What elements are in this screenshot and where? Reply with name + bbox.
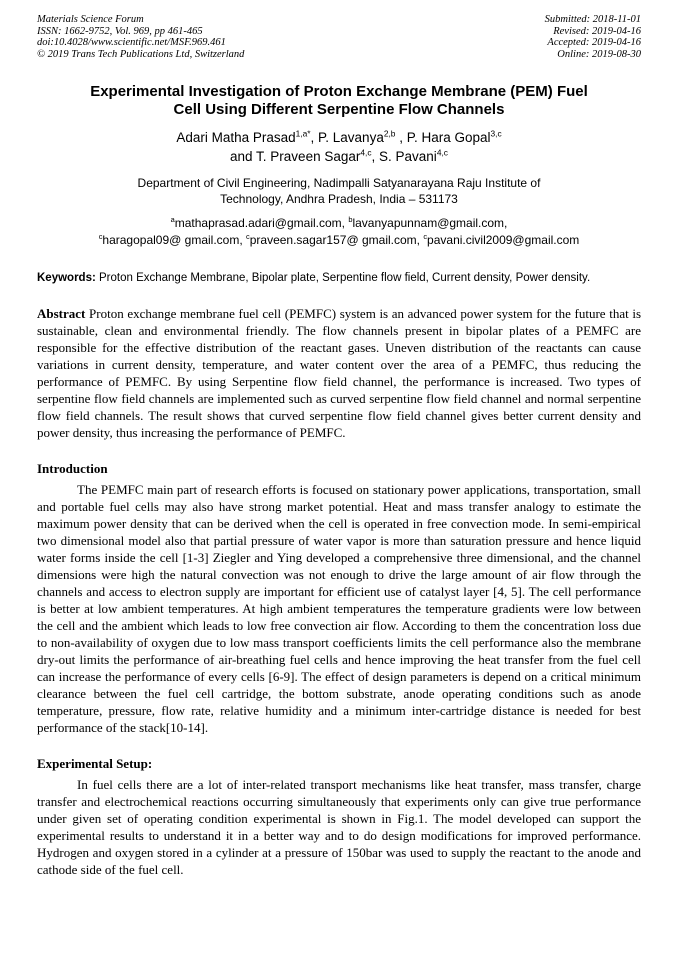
keywords-block	[37, 271, 641, 286]
authors-line-1	[37, 128, 641, 147]
email-superscript: c	[423, 232, 428, 242]
email-superscript: c	[98, 232, 103, 242]
email-address: lavanyapunnam@gmail.com,	[352, 216, 508, 231]
affiliation	[37, 175, 641, 207]
author-superscript: 4,c	[436, 147, 448, 158]
keywords-text: Proton Exchange Membrane, Bipolar plate, Serpentine flow field, Current density, Power density.	[99, 272, 591, 285]
email-address: mathaprasad.adari@gmail.com,	[174, 216, 349, 231]
accepted-date: Accepted: 2019-04-16	[547, 37, 641, 49]
issn-volume-line: ISSN: 1662-9752, Vol. 969, pp 461-465	[37, 25, 203, 37]
online-date: Online: 2019-08-30	[557, 48, 641, 60]
affiliation-line-1: Department of Civil Engineering, Nadimpalli Satyanarayana Raju Institute of	[137, 176, 541, 191]
author-name: Adari Matha Prasad	[176, 130, 296, 146]
revised-date: Revised: 2019-04-16	[553, 25, 641, 37]
journal-header	[37, 14, 641, 60]
keywords-label: Keywords:	[37, 272, 96, 285]
author-name: and T. Praveen Sagar	[230, 149, 361, 165]
author-superscript: 2,b	[383, 128, 396, 139]
author-superscript: 1,a*	[295, 128, 311, 139]
authors-line-2	[37, 147, 641, 166]
email-address: haragopal09@ gmail.com,	[102, 233, 246, 248]
author-superscript: 4,c	[360, 147, 372, 158]
copyright-line: © 2019 Trans Tech Publications Ltd, Switzerland	[37, 48, 245, 60]
title-line-1: Experimental Investigation of Proton Exchange Membrane (PEM) Fuel	[90, 83, 588, 101]
submitted-date: Submitted: 2018-11-01	[544, 14, 641, 25]
affiliation-line-2: Technology, Andhra Pradesh, India – 531173	[220, 192, 458, 207]
section-heading-introduction: Introduction	[37, 461, 108, 477]
email-address: pavani.civil2009@gmail.com	[427, 233, 580, 248]
journal-info	[37, 14, 244, 60]
abstract-block	[37, 305, 641, 441]
email-list	[37, 215, 641, 249]
emails-line-1	[37, 215, 641, 232]
author-name: , S. Pavani	[371, 149, 437, 165]
author-name: , P. Hara Gopal	[395, 130, 491, 146]
author-list	[37, 128, 641, 166]
author-name: , P. Lavanya	[310, 130, 384, 146]
emails-line-2	[37, 232, 641, 249]
paper-title	[37, 83, 641, 119]
abstract-label: Abstract	[37, 306, 86, 322]
journal-name: Materials Science Forum	[37, 14, 144, 25]
author-superscript: 3,c	[490, 128, 502, 139]
submission-dates	[545, 14, 641, 60]
email-superscript: c	[246, 232, 250, 242]
experimental-setup-paragraph: In fuel cells there are a lot of inter-related transport mechanisms like heat transfer, mass transfer, charge transfer and electrochemical reactions occurring simultaneously that experiments only can give true performance under given set of operating condition experimental is shown in Fig.1. The model developed can support the experimental results to understand it in a better way and to do design modifications for improved performance. Hydrogen and oxygen stored in a cylinder at a pressure of 150bar was used to supply the reactant to the anode and cathode side of the fuel cell.	[37, 777, 641, 878]
introduction-paragraph: The PEMFC main part of research efforts is focused on stationary power applications, transportation, small and portable fuel cells may also have strong market potential. Heat and mass transfer analogy to estimate the maximum power density that can be derived when the cell is operated in free convection mode. In semi-empirical two dimensional model also that partial pressure of water vapor is more than saturation pressure and hence liquid water forms inside the cell [1-3] Ziegler and Ying developed a comprehensive three dimensional, and the channel dimensions were high the natural convection was not enough to drive the large amount of air flow through the channels and access to electron supply are important for efficient use of catalyst layer [4, 5]. The cell performance is better at low ambient temperatures. At high ambient temperatures the temperature gradients were low between the cell and the ambient which leads to low free convection air flow. According to them the concentration loss due to non-availability of oxygen due to low mass transport coefficients limits the cell performance also the membrane dry-out limits the performance of air-breathing fuel cells and hence improving the heat transfer from the fuel cell can increase the performance of every cells [6-9]. The effect of design parameters is depend on a critical minimum clearance between the fuel cell cartridge, the bottom substrate, anode operating conditions such as anode temperature, pressure, flow rate, relative humidity and a minimum inter-cartridge distance is needed for best performance of the stack[10-14].	[37, 482, 641, 736]
abstract-text: Proton exchange membrane fuel cell (PEMFC) system is an advanced power system for the future that is sustainable, clean and environmental friendly. The flow channels present in bipolar plates of a PEMFC are responsible for the effective distribution of the reactant gases. Uneven distribution of the reactants can cause variations in current density, temperature, and water content over the area of a PEMFC, thus reducing the performance of PEMFC. By using Serpentine flow field channel, the performance is increased. Two types of serpentine flow field channels are implemented such as curved serpentine flow field channel and normal serpentine flow field channels. The result shows that curved serpentine flow field channel gives better current density and power density, thus increasing the performance of PEMFC.	[37, 306, 642, 441]
doi-line: doi:10.4028/www.scientific.net/MSF.969.461	[37, 37, 226, 49]
section-heading-experimental-setup: Experimental Setup:	[37, 756, 153, 772]
email-superscript: b	[348, 215, 353, 225]
title-line-2: Cell Using Different Serpentine Flow Channels	[173, 101, 505, 119]
email-superscript: a	[170, 215, 175, 225]
email-address: praveen.sagar157@ gmail.com,	[249, 233, 424, 248]
